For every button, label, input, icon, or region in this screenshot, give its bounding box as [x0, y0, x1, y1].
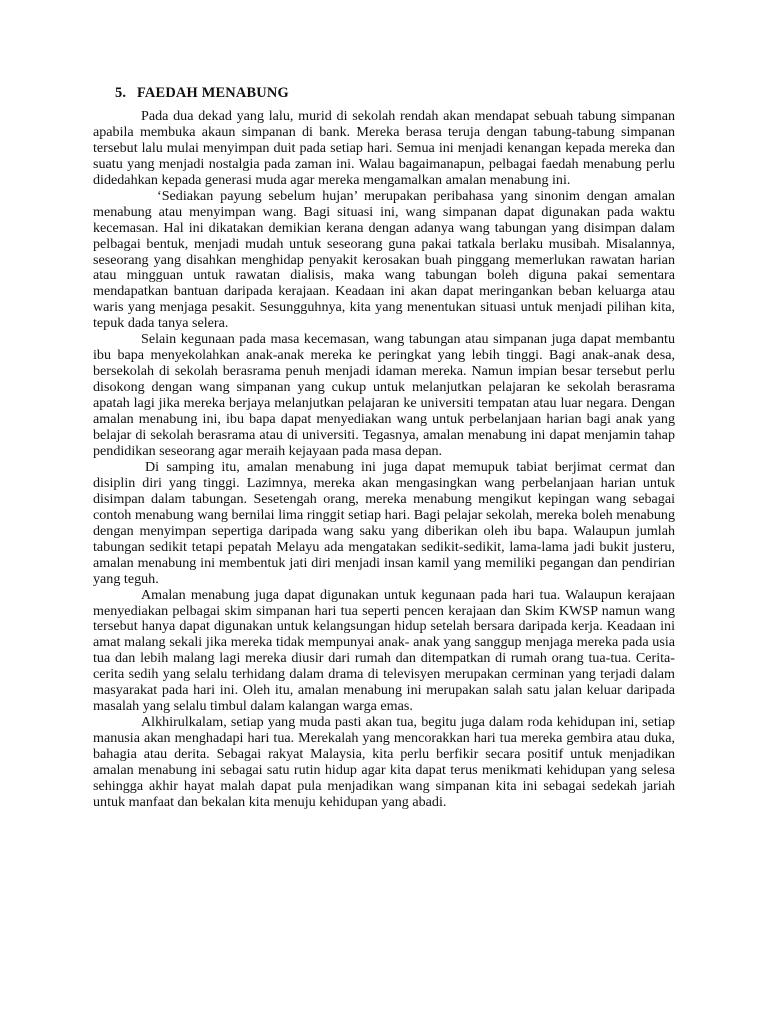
- paragraph-discipline: Di samping itu, amalan menabung ini juga dapat memupuk tabiat berjimat cermat dan disiplin diri yang tinggi. Lazimnya, mereka akan mengasingkan wang perbelanjaan harian untuk disimpan dalam tabungan. Sesetengah orang, mereka menabung mengikut kepingan wang sebagai contoh menabung wang bernilai lima ringgit setiap hari. Bagi pelajar sekolah, mereka boleh menabung dengan menyimpan sepertiga daripada wang saku yang diberikan oleh ibu bapa. Walaupun jumlah tabungan sedikit tetapi pepatah Melayu ada mengatakan sedikit-sedikit, lama-lama jadi bukit justeru, amalan menabung ini membentuk jati diri menjadi insan kamil yang memiliki pegangan dan pendirian yang teguh.: [93, 458, 675, 587]
- paragraph-emergency: ‘Sediakan payung sebelum hujan’ merupakan peribahasa yang sinonim dengan amalan menabung atau menyimpan wang. Bagi situasi ini, wang simpanan dapat digunakan pada waktu kecemasan. Hal ini dikatakan demikian kerana dengan adanya wang tabungan yang disimpan dalam pelbagai bentuk, menjadi mudah untuk seseorang guna pakai tatkala berlaku musibah. Misalannya, seseorang yang disahkan menghidap penyakit kerosakan buah pinggang memerlukan rawatan harian atau mingguan untuk rawatan dialisis, maka wang tabungan boleh diguna pakai sementara mendapatkan bantuan daripada kerajaan. Keadaan ini akan dapat meringankan beban keluarga atau waris yang menjaga pesakit. Sesungguhnya, kita yang menentukan situasi untuk menjadi pilihan kita, tepuk dada tanya selera.: [93, 187, 675, 332]
- section-number: 5.: [115, 85, 127, 101]
- paragraph-old-age: Amalan menabung juga dapat digunakan untuk kegunaan pada hari tua. Walaupun kerajaan menyediakan pelbagai skim simpanan hari tua seperti pencen kerajaan dan Skim KWSP namun wang tersebut hanya dapat digunakan untuk kelangsungan hidup setelah bersara daripada kerja. Keadaan ini amat malang sekali jika mereka tidak mempunyai anak- anak yang sanggup menjaga mereka pada usia tua dan lebih malang lagi mereka diusir dari rumah dan ditempatkan di rumah orang tua-tua. Cerita-cerita sedih yang selalu terhidang dalam drama di televisyen merupakan cerminan yang terjadi dalam masyarakat pada hari ini. Oleh itu, amalan menabung ini merupakan salah satu jalan keluar daripada masalah yang selalu timbul dalam kalangan warga emas.: [93, 586, 675, 715]
- document-page: [93, 86, 675, 811]
- paragraph-education: Selain kegunaan pada masa kecemasan, wang tabungan atau simpanan juga dapat membantu ibu bapa menyekolahkan anak-anak mereka ke peringkat yang lebih tinggi. Bagi anak-anak desa, bersekolah di sekolah berasrama penuh menjadi idaman mereka. Namun impian besar tersebut perlu disokong dengan wang simpanan yang cukup untuk melanjutkan pelajaran ke sekolah berasrama apatah lagi jika mereka berjaya melanjutkan pelajaran ke universiti tempatan atau luar negara. Dengan amalan menabung ini, ibu bapa dapat menyediakan wang untuk perbelanjaan harian bagi anak yang belajar di sekolah berasrama atau di universiti. Tegasnya, amalan menabung ini dapat menjamin tahap pendidikan seseorang agar meraih kejayaan pada masa depan.: [93, 331, 675, 459]
- paragraph-conclusion: Alkhirulkalam, setiap yang muda pasti akan tua, begitu juga dalam roda kehidupan ini, setiap manusia akan menghadapi hari tua. Merekalah yang mencorakkan hari tua mereka gembira atau duka, bahagia atau derita. Sebagai rakyat Malaysia, kita perlu berfikir secara positif untuk menjadikan amalan menabung ini sebagai satu rutin hidup agar kita dapat terus menikmati kehidupan yang selesa sehingga akhir hayat malah dapat pula menjadikan wang simpanan kita ini sebagai sedekah jariah untuk manfaat dan bekalan kita menuju kehidupan yang abadi.: [93, 714, 675, 810]
- section-title: FAEDAH MENABUNG: [137, 85, 289, 101]
- section-heading: [115, 86, 675, 102]
- paragraph-intro: Pada dua dekad yang lalu, murid di sekolah rendah akan mendapat sebuah tabung simpanan apabila membuka akaun simpanan di bank. Mereka berasa teruja dengan tabung-tabung simpanan tersebut lalu mulai menyimpan duit pada setiap hari. Semua ini menjadi kenangan kepada mereka dan suatu yang menjadi nostalgia pada zaman ini. Walau bagaimanapun, pelbagai faedah menabung perlu didedahkan kepada generasi muda agar mereka mengamalkan amalan menabung ini.: [93, 107, 675, 188]
